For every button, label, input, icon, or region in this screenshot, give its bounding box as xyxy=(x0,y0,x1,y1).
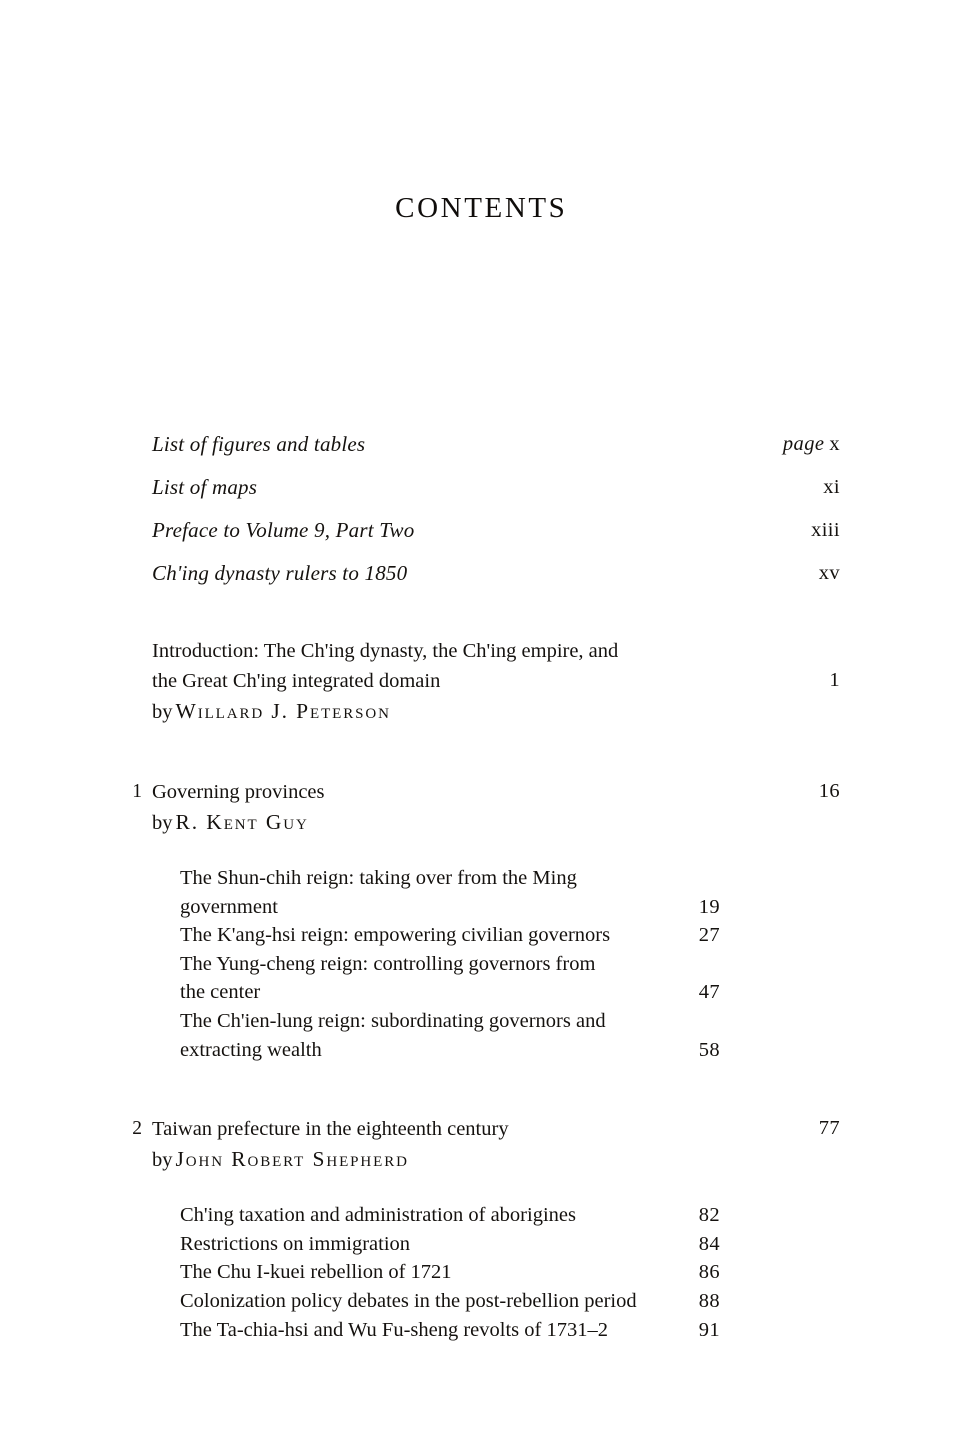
front-matter-entry xyxy=(0,430,960,473)
front-matter-label: List of maps xyxy=(152,475,258,499)
section-entry xyxy=(180,950,840,1007)
introduction-page-number: 1 xyxy=(829,669,840,691)
spacer xyxy=(0,727,960,761)
section-page-number: 88 xyxy=(698,1289,720,1312)
spacer xyxy=(0,1175,960,1201)
section-page-number: 27 xyxy=(698,924,720,947)
chapter-title: Taiwan prefecture in the eighteenth century xyxy=(152,1118,509,1141)
section-page-number: 47 xyxy=(698,981,720,1004)
front-matter-page-number: xi xyxy=(823,476,840,498)
chapter-title: Governing provinces xyxy=(152,781,325,803)
section-entry xyxy=(180,1287,840,1316)
chapter-entry xyxy=(0,777,960,838)
page-word-label: page xyxy=(782,433,825,455)
section-title-line-2: the center xyxy=(180,981,261,1004)
chapter-byline xyxy=(152,807,840,838)
spacer xyxy=(0,761,960,777)
section-title-line-1: The Shun-chih reign: taking over from the Ming xyxy=(180,867,577,889)
chapter-section-list xyxy=(0,1201,960,1344)
by-label: by xyxy=(152,1149,173,1172)
by-label: by xyxy=(152,812,173,834)
toc-entry-list xyxy=(0,430,960,1344)
spacer xyxy=(0,1098,960,1114)
spacer xyxy=(0,602,960,636)
section-page-number: 86 xyxy=(698,1261,720,1284)
section-entry xyxy=(180,1007,840,1064)
section-title-line-1: Ch'ing taxation and administration of aborigines xyxy=(180,1204,576,1227)
front-matter-entry xyxy=(0,516,960,559)
front-matter-label: List of figures and tables xyxy=(152,432,366,456)
front-matter-page-number: xiii xyxy=(811,519,840,541)
section-entry xyxy=(180,1316,840,1345)
by-label: by xyxy=(152,701,173,723)
section-title-line-1: Restrictions on immigration xyxy=(180,1232,411,1255)
chapter-number: 1 xyxy=(132,781,142,802)
introduction-entry xyxy=(0,636,960,727)
section-page-number: 82 xyxy=(698,1204,720,1227)
front-matter-entry xyxy=(0,473,960,516)
front-matter-entry xyxy=(0,559,960,602)
chapter-page-number: 77 xyxy=(818,1117,840,1140)
section-title-line-2: government xyxy=(180,895,278,918)
introduction-title xyxy=(152,636,712,696)
front-matter-label: Ch'ing dynasty rulers to 1850 xyxy=(152,561,408,585)
section-title-line-1: Colonization policy debates in the post-rebellion period xyxy=(180,1289,637,1312)
page-title: CONTENTS xyxy=(395,192,568,224)
section-title-line-1: The K'ang-hsi reign: empowering civilian governors xyxy=(180,924,611,947)
introduction-author: Willard J. Peterson xyxy=(175,699,391,723)
front-matter-page-number: xv xyxy=(818,562,840,584)
section-title-line-1: The Yung-cheng reign: controlling governors from xyxy=(180,952,596,975)
section-title-line-1: The Ch'ien-lung reign: subordinating governors and xyxy=(180,1009,606,1032)
chapter-entry xyxy=(0,1114,960,1175)
section-entry xyxy=(180,864,840,921)
chapter-author: John Robert Shepherd xyxy=(175,1147,409,1172)
chapter-number: 2 xyxy=(132,1118,142,1140)
section-page-number: 91 xyxy=(698,1318,720,1341)
chapter-page-number: 16 xyxy=(818,780,840,802)
chapter-section-list xyxy=(0,864,960,1064)
spacer xyxy=(0,838,960,864)
section-page-number: 58 xyxy=(698,1038,720,1061)
page-number-value: x xyxy=(829,433,840,455)
front-matter-label: Preface to Volume 9, Part Two xyxy=(152,518,415,542)
section-title-line-1: The Ta-chia-hsi and Wu Fu-sheng revolts of 1731–2 xyxy=(180,1318,608,1341)
section-entry xyxy=(180,1258,840,1287)
section-entry xyxy=(180,1230,840,1259)
introduction-title-line-2: the Great Ch'ing integrated domain xyxy=(152,670,441,692)
section-title-line-1: The Chu I-kuei rebellion of 1721 xyxy=(180,1261,452,1284)
introduction-byline xyxy=(152,696,840,727)
section-entry xyxy=(180,1201,840,1230)
section-page-number: 19 xyxy=(698,895,720,918)
spacer xyxy=(0,1064,960,1098)
section-entry xyxy=(180,921,840,950)
chapter-byline xyxy=(152,1144,840,1175)
section-page-number: 84 xyxy=(698,1232,720,1255)
introduction-title-line-1: Introduction: The Ch'ing dynasty, the Ch'ing empire, and xyxy=(152,640,619,662)
section-title-line-2: extracting wealth xyxy=(180,1038,322,1061)
chapter-author: R. Kent Guy xyxy=(175,810,309,834)
front-matter-page-number xyxy=(766,430,840,459)
